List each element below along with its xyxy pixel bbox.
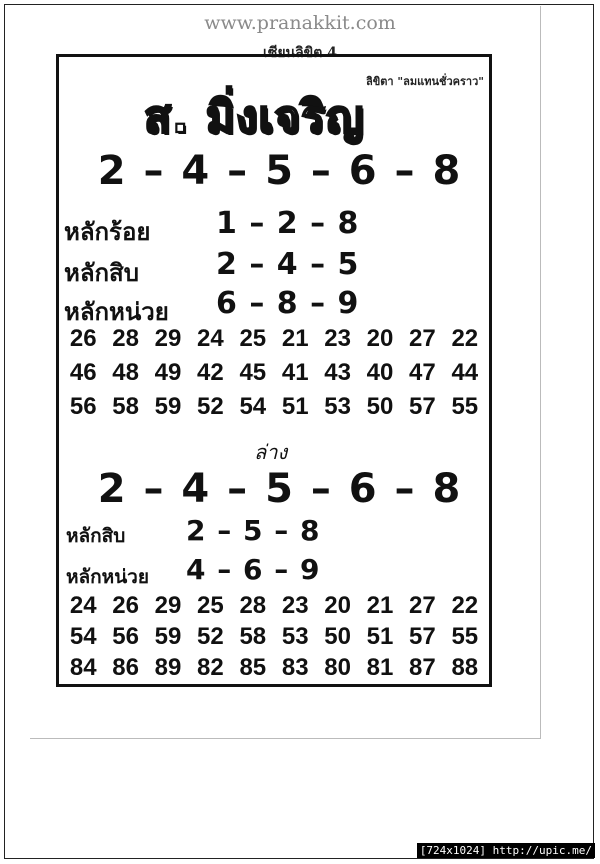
number-cell: 25: [239, 325, 267, 352]
number-cell: 53: [324, 393, 351, 420]
number-cell: 26: [112, 592, 139, 619]
number-cell: 55: [451, 393, 479, 420]
upper-main-digits: 2 – 4 – 5 – 6 – 8: [97, 148, 463, 194]
upper-tens-digits: 2 – 4 – 5: [216, 247, 360, 282]
number-cell: 47: [409, 359, 436, 386]
number-cell: 57: [409, 623, 436, 650]
number-cell: 29: [154, 325, 182, 352]
number-cell: 27: [409, 592, 436, 619]
number-cell: 46: [69, 359, 97, 386]
number-cell: 56: [112, 623, 139, 650]
author-byline: ลิขิตา "ลมแทนชั่วคราว": [366, 75, 484, 88]
number-cell: 27: [409, 325, 436, 352]
upper-hundreds-digits: 1 – 2 – 8: [216, 206, 360, 241]
number-cell: 40: [366, 359, 394, 386]
number-cell: 51: [366, 623, 394, 650]
number-cell: 59: [154, 393, 182, 420]
column-name: เซียนลิขิต 4: [263, 45, 337, 61]
image-host-watermark: [724x1024] http://upic.me/: [417, 843, 595, 858]
number-cell: 28: [239, 592, 267, 619]
number-cell: 22: [451, 325, 479, 352]
number-cell: 54: [239, 393, 267, 420]
number-cell: 50: [366, 393, 394, 420]
lower-units-digits: 4 – 6 – 9: [186, 553, 321, 586]
number-cell: 89: [154, 654, 182, 681]
number-cell: 52: [197, 623, 224, 650]
number-cell: 22: [451, 592, 479, 619]
number-cell: 80: [324, 654, 351, 681]
number-cell: 45: [239, 359, 267, 386]
number-cell: 25: [197, 592, 224, 619]
number-cell: 59: [154, 623, 182, 650]
number-cell: 42: [197, 359, 224, 386]
number-cell: 44: [451, 359, 479, 386]
lower-main-digits: 2 – 4 – 5 – 6 – 8: [97, 466, 463, 512]
number-cell: 23: [324, 325, 351, 352]
upper-pairs-grid: [62, 325, 486, 421]
number-cell: 58: [239, 623, 267, 650]
number-cell: 81: [366, 654, 394, 681]
number-cell: 88: [451, 654, 479, 681]
number-cell: 83: [281, 654, 309, 681]
upper-tens-label: หลักสิบ: [64, 259, 139, 287]
site-url: www.pranakkit.com: [204, 12, 396, 34]
lower-tens-digits: 2 – 5 – 8: [186, 514, 321, 547]
number-cell: 55: [451, 623, 479, 650]
number-cell: 41: [281, 359, 309, 386]
number-cell: 24: [197, 325, 224, 352]
number-cell: 54: [69, 623, 97, 650]
number-cell: 86: [112, 654, 139, 681]
number-cell: 87: [409, 654, 436, 681]
lower-tens-label: หลักสิบ: [66, 525, 126, 547]
upper-units-label: หลักหน่วย: [64, 298, 169, 326]
number-cell: 43: [324, 359, 351, 386]
number-cell: 85: [239, 654, 267, 681]
number-cell: 82: [197, 654, 224, 681]
number-cell: 48: [112, 359, 139, 386]
number-cell: 52: [197, 393, 224, 420]
number-cell: 24: [69, 592, 97, 619]
number-cell: 84: [69, 654, 97, 681]
number-cell: 51: [281, 393, 309, 420]
number-cell: 53: [281, 623, 309, 650]
page-title: ส. มิ่งเจริญ: [144, 92, 365, 143]
number-cell: 23: [281, 592, 309, 619]
number-cell: 29: [154, 592, 182, 619]
number-cell: 21: [281, 325, 309, 352]
number-cell: 28: [112, 325, 139, 352]
number-cell: 56: [69, 393, 97, 420]
number-cell: 58: [112, 393, 139, 420]
lower-caption: ล่าง: [254, 440, 288, 464]
lower-units-label: หลักหน่วย: [66, 566, 149, 588]
number-cell: 20: [324, 592, 351, 619]
number-cell: 49: [154, 359, 182, 386]
number-cell: 21: [366, 592, 394, 619]
number-cell: 26: [69, 325, 97, 352]
upper-hundreds-label: หลักร้อย: [64, 218, 151, 246]
upper-units-digits: 6 – 8 – 9: [216, 286, 360, 321]
number-cell: 57: [409, 393, 436, 420]
number-cell: 50: [324, 623, 351, 650]
number-cell: 20: [366, 325, 394, 352]
lower-pairs-grid: [62, 592, 486, 682]
